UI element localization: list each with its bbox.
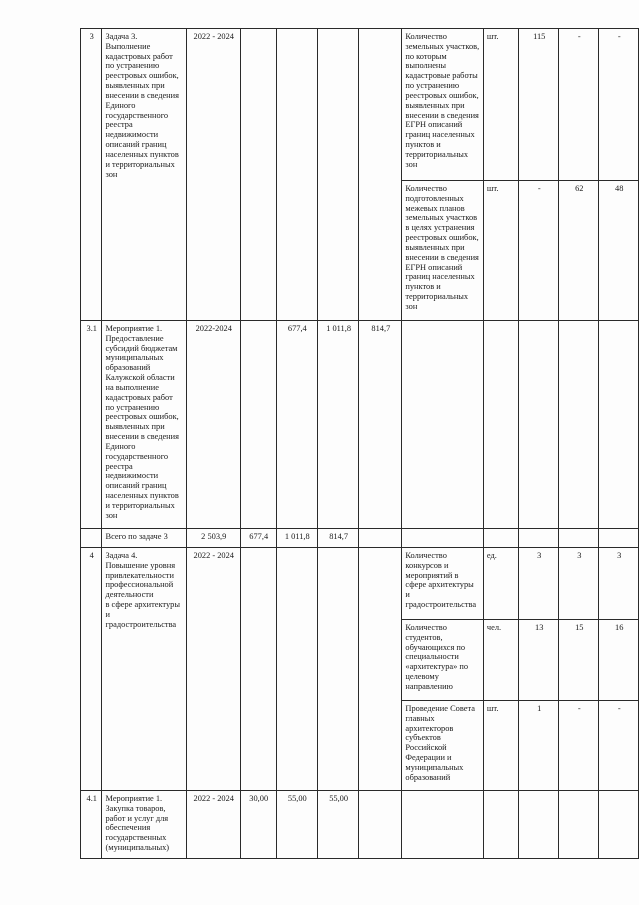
empty-cell bbox=[402, 321, 484, 529]
indicator-name: Количество конкурсов и мероприятий в сфере архитектуры и градостроительства bbox=[402, 548, 484, 620]
indicator-value: 115 bbox=[519, 29, 559, 181]
funding-value: 814,7 bbox=[317, 529, 358, 548]
empty-cell bbox=[519, 321, 559, 529]
indicator-value: - bbox=[599, 29, 639, 181]
empty-cell bbox=[559, 529, 599, 548]
empty-cell bbox=[483, 321, 518, 529]
funding-value: 677,4 bbox=[240, 529, 276, 548]
row-number: 3 bbox=[81, 29, 102, 321]
indicator-name: Проведение Совета главных архитекторов субъектов Российской Федерации и муниципальных образований bbox=[402, 701, 484, 791]
period-cell: 2022 - 2024 bbox=[186, 791, 240, 859]
period-cell: 2022-2024 bbox=[186, 321, 240, 529]
funding-value: 814,7 bbox=[359, 321, 402, 529]
indicator-value: 3 bbox=[519, 548, 559, 620]
empty-cell bbox=[519, 791, 559, 859]
empty-cell bbox=[359, 791, 402, 859]
measure-title: Мероприятие 1. Закупка товаров, работ и услуг для обеспечения государственных (муниципальных) bbox=[102, 791, 186, 859]
funding-value: 677,4 bbox=[276, 321, 317, 529]
table-row bbox=[81, 791, 639, 859]
indicator-value: 13 bbox=[519, 620, 559, 701]
row-number: 3.1 bbox=[81, 321, 102, 529]
period-cell: 2022 - 2024 bbox=[186, 29, 240, 321]
indicator-value: - bbox=[559, 701, 599, 791]
empty-cell bbox=[559, 791, 599, 859]
indicator-value: 3 bbox=[559, 548, 599, 620]
table-row bbox=[81, 548, 639, 620]
empty-cell bbox=[276, 29, 317, 321]
funding-value: 55,00 bbox=[276, 791, 317, 859]
indicator-value: - bbox=[559, 29, 599, 181]
empty-cell bbox=[359, 29, 402, 321]
indicator-unit: шт. bbox=[483, 29, 518, 181]
empty-cell bbox=[240, 548, 276, 791]
total-label: Всего по задаче 3 bbox=[102, 529, 186, 548]
empty-cell bbox=[519, 529, 559, 548]
indicator-value: 48 bbox=[599, 181, 639, 321]
empty-cell bbox=[483, 791, 518, 859]
indicator-name: Количество подготовленных межевых планов земельных участков в целях устранения реестровых ошибок, выявленных при внесении в сведения ЕГРН описаний границ населенных пунктов и территориальных зон bbox=[402, 181, 484, 321]
indicator-name: Количество земельных участков, по которым выполнены кадастровые работы по устранению реестровых ошибок, выявленных при внесении в сведения ЕГРН описаний границ населенных пунктов и территориальных зон bbox=[402, 29, 484, 181]
indicator-unit: шт. bbox=[483, 701, 518, 791]
measure-title: Мероприятие 1. Предоставление субсидий бюджетам муниципальных образований Калужской области на выполнение кадастровых работ по устранению реестровых ошибок, выявленных при внесении в сведения Единого государственного реестра недвижимости описаний границ населенных пунктов и территориальных зон bbox=[102, 321, 186, 529]
empty-cell bbox=[359, 529, 402, 548]
indicator-value: 16 bbox=[599, 620, 639, 701]
task-title: Задача 3. Выполнение кадастровых работ по устранению реестровых ошибок, выявленных при внесении в сведения Единого государственного реестра недвижимости описаний границ населенных пунктов и территориальных зон bbox=[102, 29, 186, 321]
funding-value: 1 011,8 bbox=[317, 321, 358, 529]
empty-cell bbox=[599, 321, 639, 529]
empty-cell bbox=[402, 529, 484, 548]
table-row bbox=[81, 529, 639, 548]
indicator-value: 62 bbox=[559, 181, 599, 321]
program-table bbox=[80, 28, 639, 859]
indicator-value: - bbox=[599, 701, 639, 791]
indicator-unit: ед. bbox=[483, 548, 518, 620]
empty-cell bbox=[599, 529, 639, 548]
row-number: 4.1 bbox=[81, 791, 102, 859]
indicator-unit: чел. bbox=[483, 620, 518, 701]
empty-cell bbox=[240, 321, 276, 529]
empty-cell bbox=[240, 29, 276, 321]
empty-cell bbox=[81, 529, 102, 548]
funding-value: 1 011,8 bbox=[276, 529, 317, 548]
table-row bbox=[81, 321, 639, 529]
empty-cell bbox=[402, 791, 484, 859]
funding-value: 30,00 bbox=[240, 791, 276, 859]
indicator-value: 1 bbox=[519, 701, 559, 791]
empty-cell bbox=[483, 529, 518, 548]
empty-cell bbox=[559, 321, 599, 529]
indicator-name: Количество студентов, обучающихся по специальности «архитектура» по целевому направлению bbox=[402, 620, 484, 701]
period-cell: 2022 - 2024 bbox=[186, 548, 240, 791]
empty-cell bbox=[599, 791, 639, 859]
indicator-value: - bbox=[519, 181, 559, 321]
indicator-value: 3 bbox=[599, 548, 639, 620]
task-title: Задача 4. Повышение уровня привлекательности профессиональной деятельности в сфере архитектуры и градостроительства bbox=[102, 548, 186, 791]
empty-cell bbox=[317, 29, 358, 321]
total-value: 2 503,9 bbox=[186, 529, 240, 548]
empty-cell bbox=[276, 548, 317, 791]
indicator-unit: шт. bbox=[483, 181, 518, 321]
row-number: 4 bbox=[81, 548, 102, 791]
empty-cell bbox=[317, 548, 358, 791]
funding-value: 55,00 bbox=[317, 791, 358, 859]
empty-cell bbox=[359, 548, 402, 791]
indicator-value: 15 bbox=[559, 620, 599, 701]
table-row bbox=[81, 29, 639, 181]
